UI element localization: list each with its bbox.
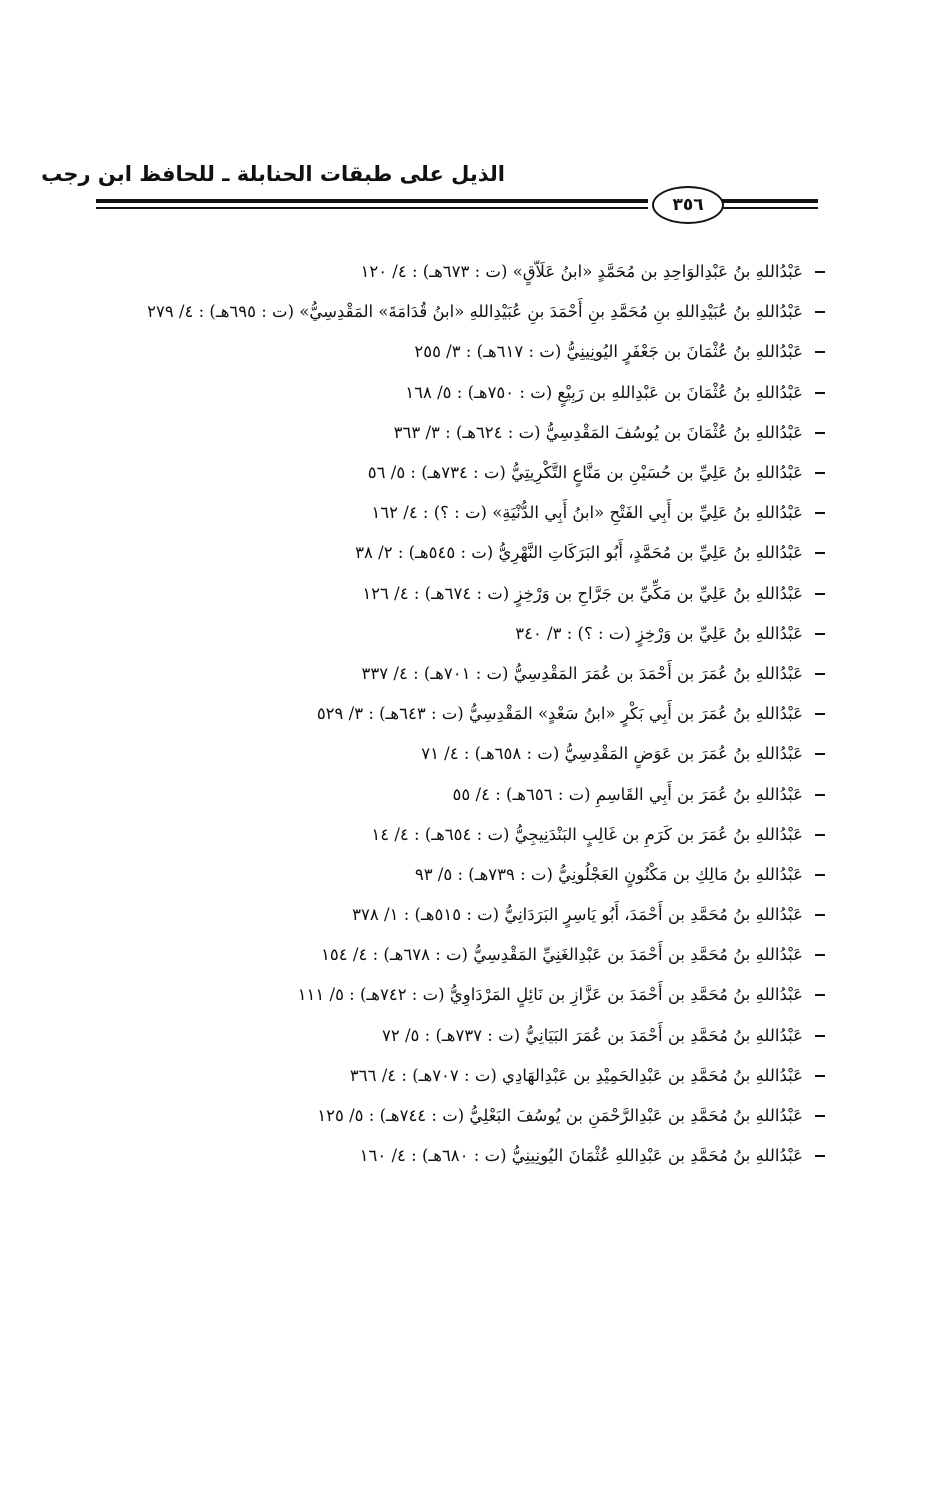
- list-dash: [815, 753, 825, 755]
- index-entry: [85, 373, 825, 413]
- index-entry-text: عَبْدُاللهِ بنُ عُمَرَ بن أَبِي القَاسِمِ (ت : ٦٥٦هـ) : ٤/ ٥٥: [452, 784, 803, 804]
- index-entry: [85, 774, 825, 814]
- list-dash: [815, 1155, 825, 1157]
- page-header: [0, 0, 933, 240]
- index-entry-text: عَبْدُاللهِ بنُ عُمَرَ بن كَرَمِ بن غَالِبٍ البَنْدَنِيجِيُّ (ت : ٦٥٤هـ) : ٤/ ١٤: [371, 824, 803, 844]
- list-dash: [815, 874, 825, 876]
- header-rule-left: [96, 199, 648, 212]
- page-number: ٣٥٦: [672, 195, 704, 215]
- list-dash: [815, 713, 825, 715]
- index-entry-text: عَبْدُاللهِ بنُ عَلِيِّ بن أَبِي الفَتْحِ «ابنُ أَبِي الدُّنْيَةِ» (ت : ؟) : ٤/ ١٦٢: [371, 503, 803, 523]
- index-entry: [85, 1056, 825, 1096]
- index-entry-text: عَبْدُاللهِ بنُ مُحَمَّدِ بن عَبْدِالحَمِيْدِ بن عَبْدِالهَادِي (ت : ٧٠٧هـ) : ٤/ ٣٦٦: [349, 1065, 803, 1085]
- list-dash: [815, 271, 825, 273]
- index-entry-text: عَبْدُاللهِ بنُ عُمَرَ بن أَبِي بَكْرٍ «ابنُ سَعْدٍ» المَقْدِسِيُّ (ت : ٦٤٣هـ) : ٣/ ٥٢٩: [316, 704, 803, 724]
- list-dash: [815, 673, 825, 675]
- list-dash: [815, 1035, 825, 1037]
- index-entry: [85, 815, 825, 855]
- index-entry: [85, 855, 825, 895]
- list-dash: [815, 512, 825, 514]
- index-entry: [85, 332, 825, 372]
- list-dash: [815, 351, 825, 353]
- list-dash: [815, 834, 825, 836]
- list-dash: [815, 1075, 825, 1077]
- index-entry-text: عَبْدُاللهِ بنُ عَلِيِّ بن مُحَمَّدٍ، أَبُو البَرَكَاتِ النَّهْرِيُّ (ت : ٥٤٥هـ) : ٢/ ٣٨: [355, 543, 803, 563]
- page-number-badge: [652, 186, 724, 224]
- index-entry: [85, 1136, 825, 1176]
- index-entry: [85, 614, 825, 654]
- list-dash: [815, 593, 825, 595]
- index-entry-text: عَبْدُاللهِ بنُ عَلِيِّ بن مَكِّيِّ بن جَرَّاحِ بن وَرْخِزٍ (ت : ٦٧٤هـ) : ٤/ ١٢٦: [362, 583, 803, 603]
- list-dash: [815, 633, 825, 635]
- list-dash: [815, 914, 825, 916]
- index-entry-text: عَبْدُاللهِ بنُ مُحَمَّدِ بن أَحْمَدَ بن عُمَرَ البَيَانِيُّ (ت : ٧٣٧هـ) : ٥/ ٧٢: [382, 1025, 803, 1045]
- header-rule-right: [722, 199, 818, 212]
- index-entry: [85, 694, 825, 734]
- index-entry-text: عَبْدُاللهِ بنُ عُمَرَ بن أَحْمَدَ بن عُمَرَ المَقْدِسِيُّ (ت : ٧٠١هـ) : ٤/ ٣٣٧: [361, 663, 803, 683]
- index-entry-text: عَبْدُاللهِ بنُ مُحَمَّدِ بن عَبْدِالرَّحْمَنِ بن يُوسُفَ البَعْلِيُّ (ت : ٧٤٤هـ) : ٥/ ١٢٥: [317, 1106, 803, 1126]
- index-entry: [85, 493, 825, 533]
- index-entry-text: عَبْدُاللهِ بنُ مُحَمَّدِ بن أَحْمَدَ بن عَبْدِالغَنِيِّ المَقْدِسِيُّ (ت : ٦٧٨هـ) : ٤/ ١٥٤: [321, 945, 803, 965]
- index-entry-list: [85, 252, 825, 1176]
- list-dash: [815, 954, 825, 956]
- index-entry: [85, 935, 825, 975]
- list-dash: [815, 1115, 825, 1117]
- index-entry-text: عَبْدُاللهِ بنُ عُبَيْدِاللهِ بنِ مُحَمَّدِ بنِ أَحْمَدَ بنِ عُبَيْدِاللهِ «ابنُ قُدَامَةَ» المَقْدِسِيُّ» (ت : ٦٩٥هـ) : ٤/ ٢٧٩: [147, 302, 803, 322]
- index-entry: [85, 1016, 825, 1056]
- index-entry-text: عَبْدُاللهِ بنُ عَبْدِالوَاحِدِ بن مُحَمَّدٍ «ابنُ عَلَاّقٍ» (ت : ٦٧٣هـ) : ٤/ ١٢٠: [360, 262, 803, 282]
- list-dash: [815, 392, 825, 394]
- index-entry-text: عَبْدُاللهِ بنُ عُمَرَ بن عَوَضٍ المَقْدِسِيُّ (ت : ٦٥٨هـ) : ٤/ ٧١: [421, 744, 803, 764]
- index-entry: [85, 654, 825, 694]
- list-dash: [815, 794, 825, 796]
- index-entry-text: عَبْدُاللهِ بنُ عَلِيِّ بن حُسَيْنِ بن مَنَّاعٍ التَّكْرِيتِيُّ (ت : ٧٣٤هـ) : ٥/ ٥٦: [367, 463, 803, 483]
- index-entry-text: عَبْدُاللهِ بنُ مُحَمَّدِ بن عَبْدِاللهِ عُثْمَانَ اليُونِينِيُّ (ت : ٦٨٠هـ) : ٤/ ١٦٠: [359, 1146, 803, 1166]
- index-entry: [85, 895, 825, 935]
- index-entry: [85, 1096, 825, 1136]
- list-dash: [815, 994, 825, 996]
- index-entry: [85, 574, 825, 614]
- index-entry-text: عَبْدُاللهِ بنُ عُثْمَانَ بن عَبْدِاللهِ بن رَبِيْعٍ (ت : ٧٥٠هـ) : ٥/ ١٦٨: [405, 382, 803, 402]
- index-entry: [85, 533, 825, 573]
- running-title: الذيل على طبقات الحنابلة ـ للحافظ ابن رجب: [41, 162, 505, 186]
- list-dash: [815, 432, 825, 434]
- index-entry-text: عَبْدُاللهِ بنُ مَالِكِ بن مَكْنُونٍ العَجْلُونِيُّ (ت : ٧٣٩هـ) : ٥/ ٩٣: [414, 864, 803, 884]
- index-entry: [85, 975, 825, 1015]
- list-dash: [815, 472, 825, 474]
- index-entry: [85, 292, 825, 332]
- index-entry-text: عَبْدُاللهِ بنُ عُثْمَانَ بن يُوسُفَ المَقْدِسِيُّ (ت : ٦٢٤هـ) : ٣/ ٣٦٣: [393, 422, 803, 442]
- list-dash: [815, 311, 825, 313]
- index-entry: [85, 413, 825, 453]
- index-entry-text: عَبْدُاللهِ بنُ عُثْمَانَ بن جَعْفَرٍ اليُونِينِيُّ (ت : ٦١٧هـ) : ٣/ ٢٥٥: [414, 342, 803, 362]
- index-entry: [85, 252, 825, 292]
- index-entry-text: عَبْدُاللهِ بنُ عَلِيِّ بن وَرْخِزٍ (ت : ؟) : ٣/ ٣٤٠: [515, 623, 803, 643]
- index-entry-text: عَبْدُاللهِ بنُ مُحَمَّدِ بن أَحْمَدَ، أَبُو يَاسِرٍ البَرَدَانِيُّ (ت : ٥١٥هـ) : ١/ ٣٧٨: [352, 905, 803, 925]
- index-entry-text: عَبْدُاللهِ بنُ مُحَمَّدِ بن أَحْمَدَ بن عَزَّازِ بن نَائِلٍ المَرْدَاوِيُّ (ت : ٧٤٢هـ) : ٥/ ١١١: [297, 985, 803, 1005]
- index-entry: [85, 734, 825, 774]
- index-entry: [85, 453, 825, 493]
- list-dash: [815, 552, 825, 554]
